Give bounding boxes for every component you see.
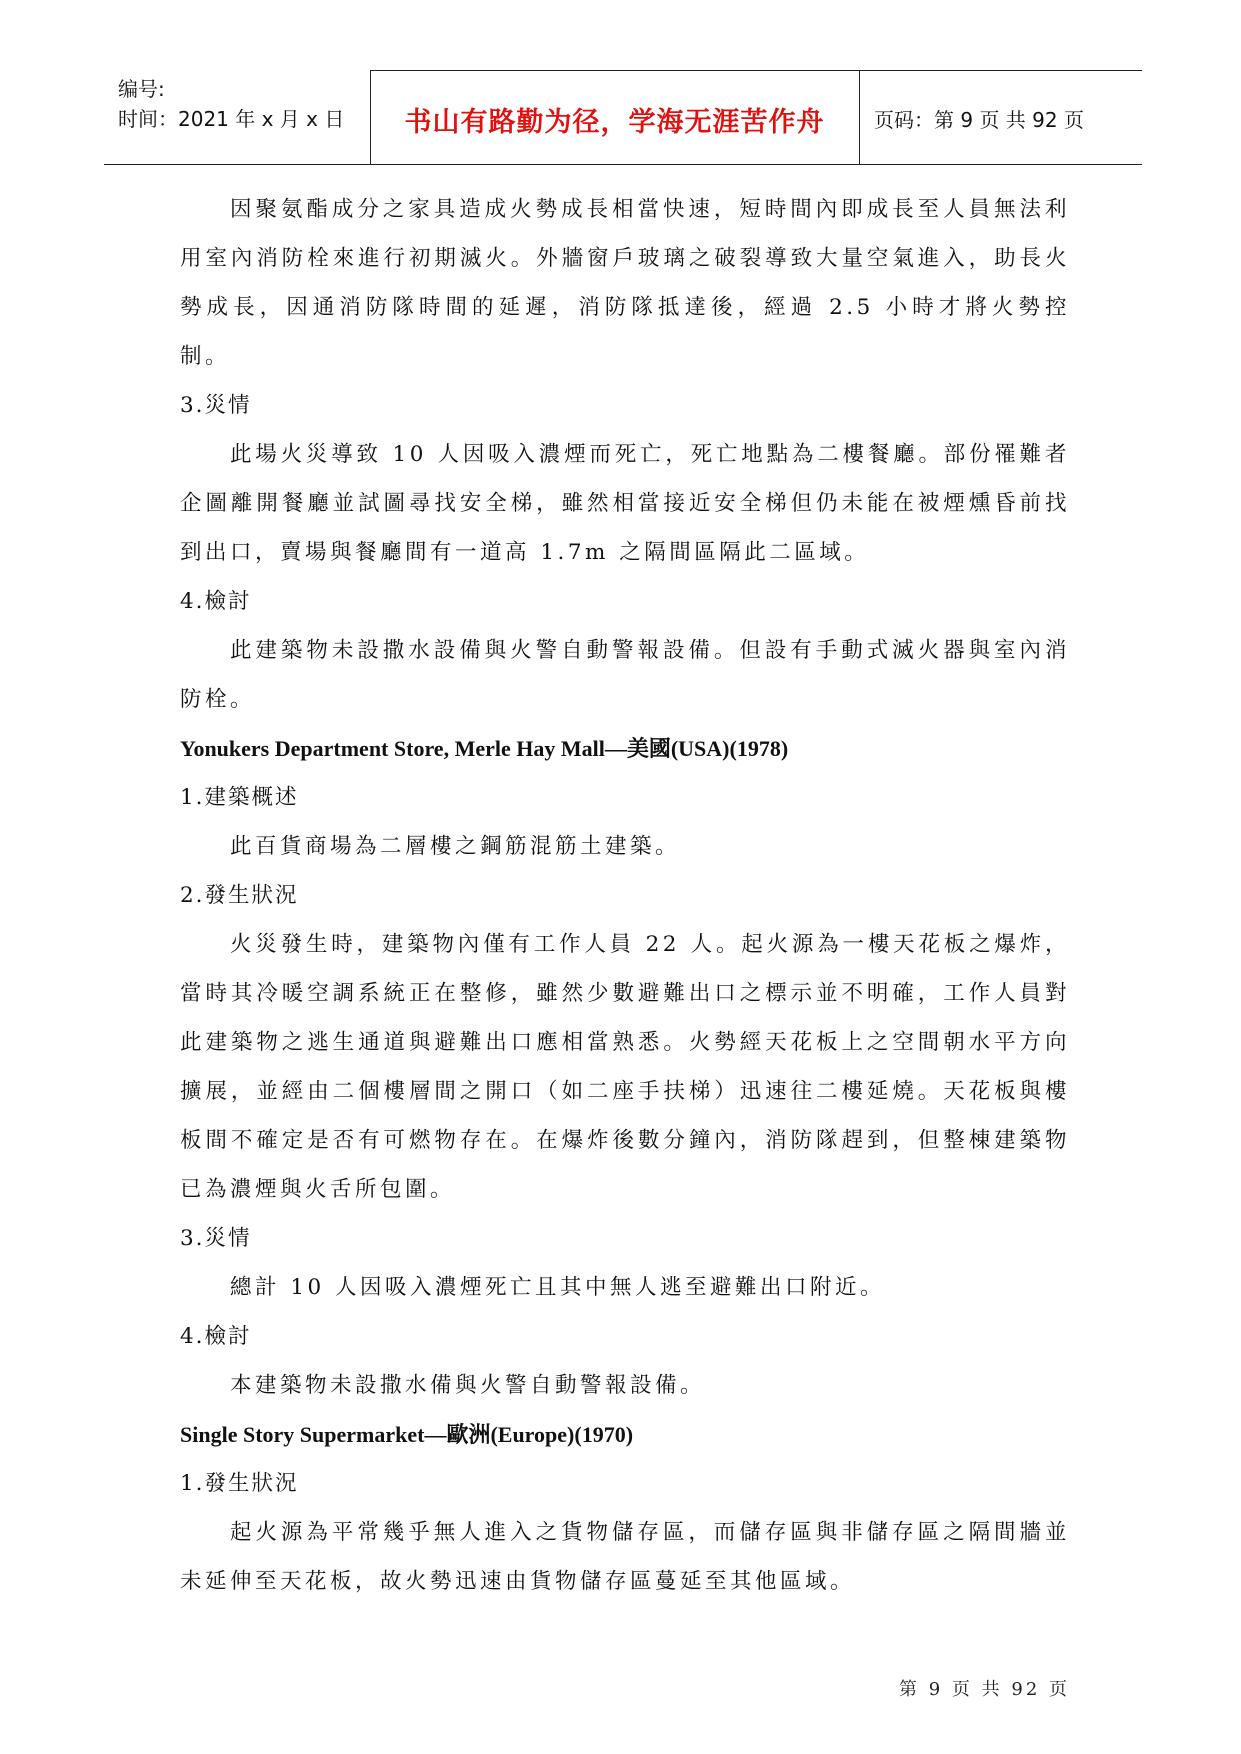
header-top-rule (370, 70, 1142, 71)
section-heading: 2.發生狀況 (180, 883, 299, 908)
section-heading: 1.建築概述 (180, 785, 299, 810)
paragraph: 本建築物未設撒水備與火警自動警報設備。 (230, 1373, 706, 1398)
serial-label: 编号: (118, 77, 165, 101)
paragraph: 起火源為平常幾乎無人進入之貨物儲存區，而儲存區與非儲存區之隔間牆並未延伸至天花板，故火勢迅速由貨物儲存區蔓延至其他區域。 (180, 1520, 1070, 1594)
section-heading: 3.災情 (180, 393, 252, 418)
header-page-info: 页码：第 9 页 共 92 页 (874, 108, 1084, 132)
header-meta (118, 74, 344, 134)
section-heading: 1.發生狀況 (180, 1471, 299, 1496)
section-heading: 3.災情 (180, 1226, 252, 1251)
section-heading: 4.檢討 (180, 589, 252, 614)
paragraph: 此百貨商場為二層樓之鋼筋混筋土建築。 (230, 834, 681, 859)
paragraph: 此場火災導致 10 人因吸入濃煙而死亡，死亡地點為二樓餐廳。部份罹難者企圖離開餐廳並試圖尋找安全梯，雖然相當接近安全梯但仍未能在被煙燻昏前找到出口，賣場與餐廳間有一道高 1.7m 之隔間區隔此二區域。 (180, 442, 1070, 565)
page-header (104, 70, 1142, 166)
paragraph: 此建築物未設撒水設備與火警自動警報設備。但設有手動式滅火器與室內消防栓。 (180, 638, 1070, 712)
page-footer: 第 9 页 共 92 页 (899, 1679, 1070, 1700)
section-heading: 4.檢討 (180, 1324, 252, 1349)
date-label: 时间：2021 年 x 月 x 日 (118, 107, 345, 131)
paragraph: 總計 10 人因吸入濃煙死亡且其中無人逃至避難出口附近。 (230, 1275, 886, 1300)
header-bottom-rule (104, 164, 1142, 165)
paragraph: 火災發生時，建築物內僅有工作人員 22 人。起火源為一樓天花板之爆炸，當時其冷暖空調系統正在整修，雖然少數避難出口之標示並不明確，工作人員對此建築物之逃生通道與避難出口應相當熟悉。火勢經天花板上之空間朝水平方向擴展，並經由二個樓層間之開口（如二座手扶梯）迅速往二樓延燒。天花板與樓板間不確定是否有可燃物存在。在爆炸後數分鐘內，消防隊趕到，但整棟建築物已為濃煙與火舌所包圍。 (180, 932, 1070, 1202)
document-body (180, 185, 1070, 1606)
case-title: Yonukers Department Store, Merle Hay Mall—美國(USA)(1978) (180, 736, 789, 761)
case-title: Single Story Supermarket—歐洲(Europe)(1970) (180, 1422, 634, 1447)
header-motto: 书山有路勤为径，学海无涯苦作舟 (404, 107, 825, 138)
header-divider (859, 70, 860, 164)
paragraph: 因聚氨酯成分之家具造成火勢成長相當快速，短時間內即成長至人員無法利用室內消防栓來進行初期滅火。外牆窗戶玻璃之破裂導致大量空氣進入，助長火勢成長，因通消防隊時間的延遲，消防隊抵達後，經過 2.5 小時才將火勢控制。 (180, 197, 1070, 369)
